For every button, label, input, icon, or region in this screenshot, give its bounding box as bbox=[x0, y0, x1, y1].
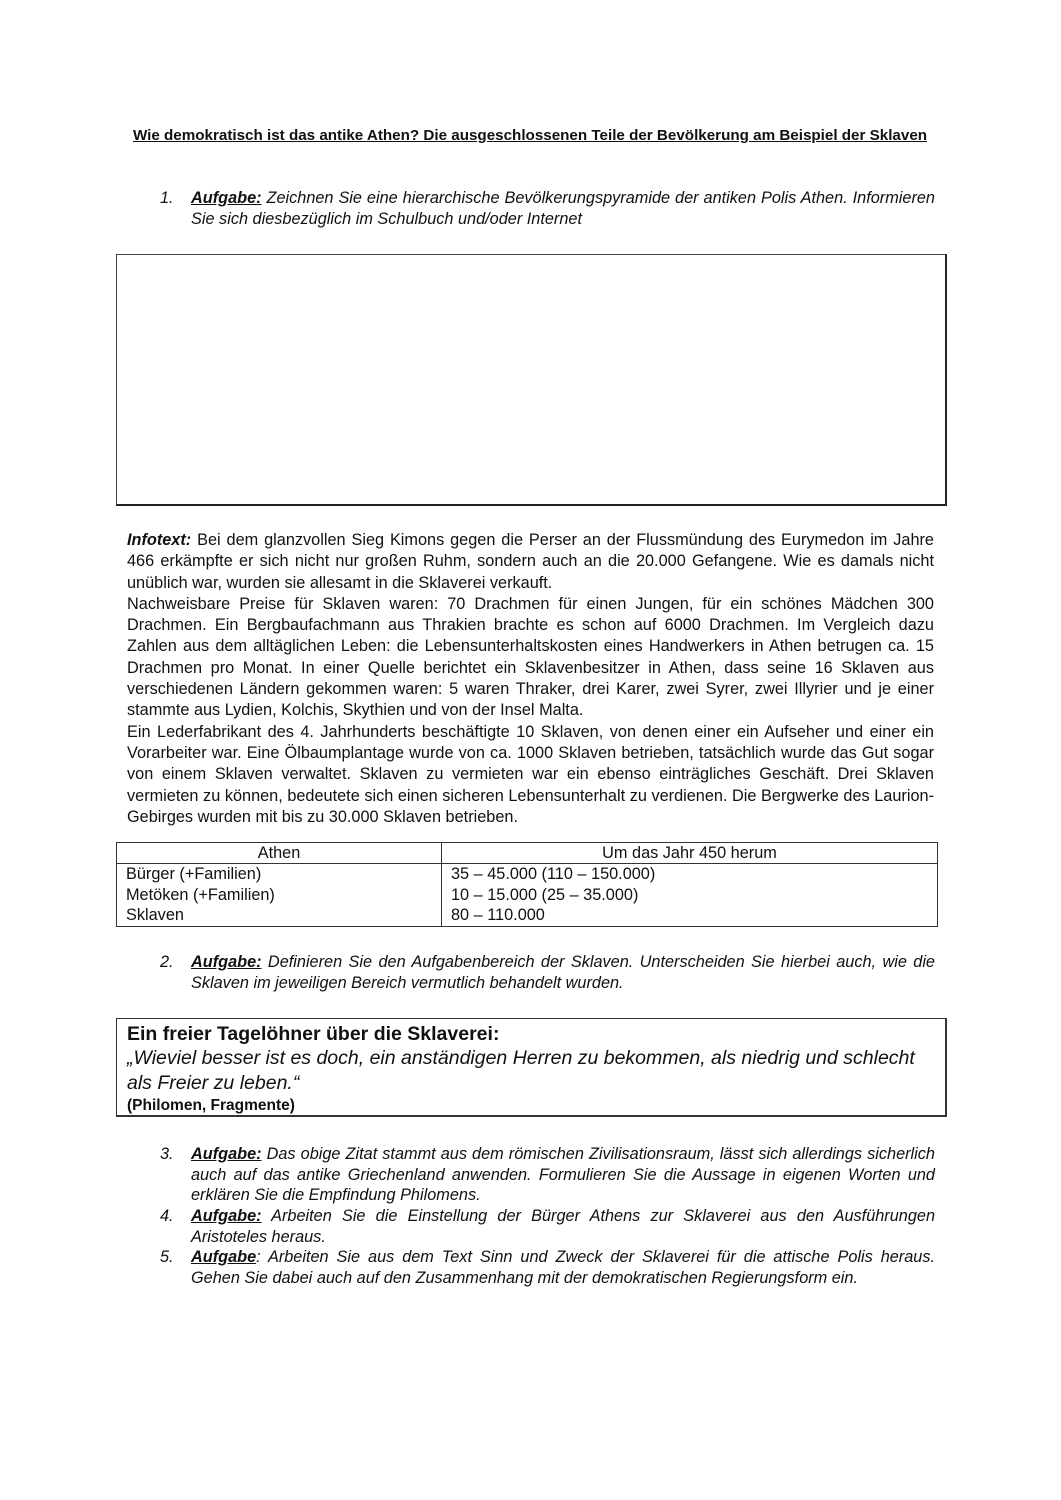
table-cell: Metöken (+Familien) bbox=[117, 885, 442, 906]
table-header: Athen bbox=[117, 843, 442, 864]
task-text: Definieren Sie den Aufgabenbereich der Sklaven. Unterscheiden Sie hierbei auch, wie die Sklaven im jeweiligen Bereich vermutlich behandelt wurden. bbox=[191, 953, 935, 992]
task-number: 1. bbox=[160, 189, 174, 207]
task-5 bbox=[160, 1247, 935, 1288]
task-label: Aufgabe: bbox=[191, 1145, 262, 1163]
task-text: Zeichnen Sie eine hierarchische Bevölkerungspyramide der antiken Polis Athen. Informieren Sie sich diesbezüglich im Schulbuch und/oder Internet bbox=[191, 189, 935, 228]
infotext-paragraph: Bei dem glanzvollen Sieg Kimons gegen die Perser an der Flussmündung des Eurymedon im Jahre 466 erkämpfte er sich nicht nur großen Ruhm, sondern auch an die 20.000 Gefangene. Wie es damals nicht unüblich war, wurden sie allesamt in die Sklaverei verkauft. bbox=[127, 531, 934, 592]
task-3 bbox=[160, 1144, 935, 1206]
task-number: 2. bbox=[160, 953, 174, 971]
task-label: Aufgabe: bbox=[191, 1207, 262, 1225]
infotext-label: Infotext: bbox=[127, 531, 192, 549]
infotext-paragraph: Ein Lederfabrikant des 4. Jahrhunderts beschäftigte 10 Sklaven, von denen einer ein Aufseher und einer ein Vorarbeiter war. Eine Ölbaumplantage wurde von ca. 1000 Sklaven betrieben, tatsächlich wurde das Gut sogar von einem Sklaven verwaltet. Sklaven zu vermieten war ein ebenso einträgliches Geschäft. Drei Sklaven vermieten zu können, bedeutete sich einen sicheren Lebensunterhalt zu verdienen. Die Bergwerke des Laurion-Gebirges wurden mit bis zu 30.000 Sklaven betrieben. bbox=[127, 722, 934, 826]
task-2 bbox=[160, 952, 935, 993]
quote-box bbox=[116, 1018, 947, 1117]
task-4 bbox=[160, 1206, 935, 1247]
task-number: 4. bbox=[160, 1207, 174, 1225]
task-label: Aufgabe bbox=[191, 1248, 257, 1266]
table-header-row bbox=[117, 843, 938, 864]
infotext-paragraph: Nachweisbare Preise für Sklaven waren: 70 Drachmen für einen Jungen, für ein schönes Mädchen 300 Drachmen. Ein Bergbaufachmann aus Thrakien brachte es schon auf 6000 Drachmen. Im Vergleich dazu Zahlen aus dem alltäglichen Leben: die Lebensunterhaltskosten eines Handwerkers in Athen betrugen ca. 15 Drachmen pro Monat. In einer Quelle berichtet ein Sklavenbesitzer in Athen, dass seine 16 Sklaven aus verschiedenen Ländern gekommen waren: 5 waren Thraker, drei Karer, zwei Syrer, zwei Illyrier und je einer stammte aus Lydien, Kolchis, Skythien und von der Insel Malta. bbox=[127, 594, 934, 720]
quote-text: „Wieviel besser ist es doch, ein anständigen Herren zu bekommen, als niedrig und schlecht als Freier zu leben.“ bbox=[127, 1047, 915, 1094]
page-title: Wie demokratisch ist das antike Athen? Die ausgeschlossenen Teile der Bevölkerung am Beispiel der Sklaven bbox=[132, 127, 928, 144]
quote-heading: Ein freier Tagelöhner über die Sklaverei: bbox=[127, 1023, 500, 1045]
population-table bbox=[116, 842, 938, 927]
table-row bbox=[117, 905, 938, 926]
drawing-area-box bbox=[116, 254, 947, 506]
table-row bbox=[117, 885, 938, 906]
task-number: 5. bbox=[160, 1248, 174, 1266]
table-cell: Sklaven bbox=[117, 905, 442, 926]
table-cell: 10 – 15.000 (25 – 35.000) bbox=[442, 885, 938, 906]
table-row bbox=[117, 864, 938, 885]
task-number: 3. bbox=[160, 1145, 174, 1163]
table-cell: Bürger (+Familien) bbox=[117, 864, 442, 885]
task-text: : Arbeiten Sie aus dem Text Sinn und Zweck der Sklaverei für die attische Polis heraus. Gehen Sie dabei auch auf den Zusammenhang mit der demokratischen Regierungsform ein. bbox=[191, 1248, 935, 1287]
task-label: Aufgabe: bbox=[191, 189, 262, 207]
task-label: Aufgabe: bbox=[191, 953, 262, 971]
quote-source: (Philomen, Fragmente) bbox=[127, 1097, 295, 1114]
table-cell: 80 – 110.000 bbox=[442, 905, 938, 926]
task-text: Arbeiten Sie die Einstellung der Bürger Athens zur Sklaverei aus den Ausführungen Aristoteles heraus. bbox=[191, 1207, 935, 1246]
task-1 bbox=[160, 188, 935, 229]
table-cell: 35 – 45.000 (110 – 150.000) bbox=[442, 864, 938, 885]
task-text: Das obige Zitat stammt aus dem römischen Zivilisationsraum, lässt sich allerdings sicherlich auch auf das antike Griechenland anwenden. Formulieren Sie die Aussage in eigenen Worten und erklären Sie die Empfindung Philomens. bbox=[191, 1145, 935, 1204]
infotext bbox=[127, 530, 934, 828]
table-header: Um das Jahr 450 herum bbox=[442, 843, 938, 864]
